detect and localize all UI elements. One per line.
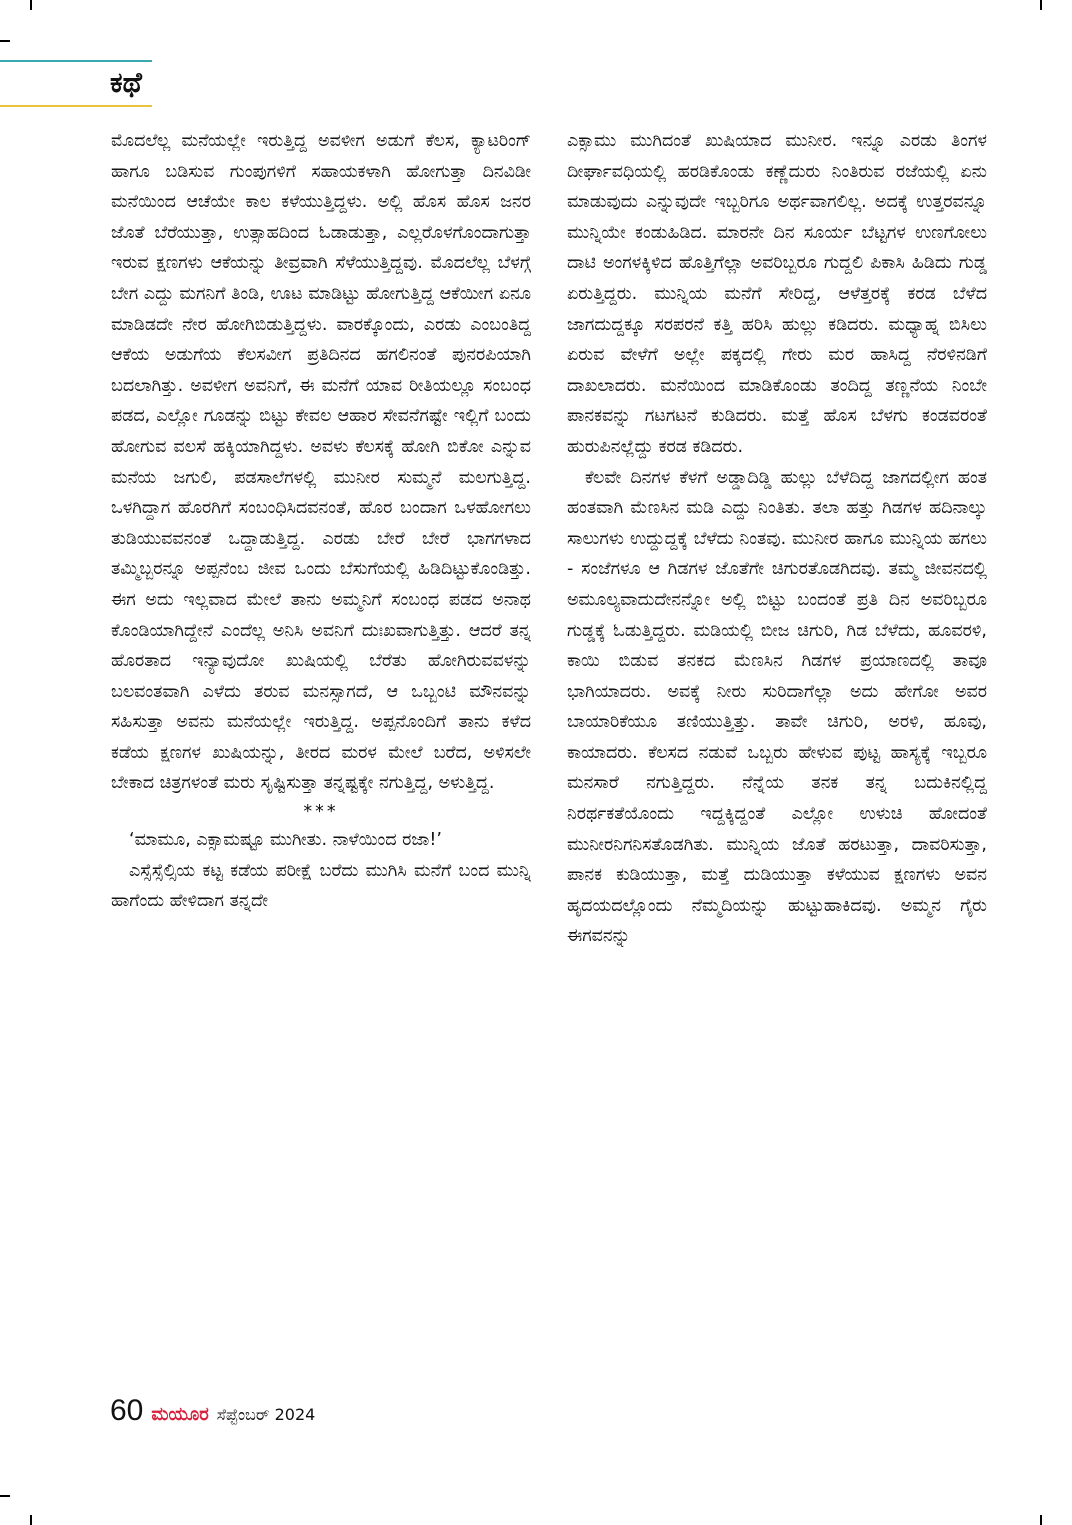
crop-mark	[1040, 0, 1042, 10]
crop-mark	[1040, 1515, 1042, 1525]
section-separator: ***	[303, 802, 339, 823]
header-rule-top	[0, 60, 152, 62]
body-paragraph: ಮೊದಲೆಲ್ಲ ಮನೆಯಲ್ಲೇ ಇರುತ್ತಿದ್ದ ಅವಳೀಗ ಅಡುಗೆ ಕೆಲಸ, ಕ್ಯಾಟರಿಂಗ್ ಹಾಗೂ ಬಡಿಸುವ ಗುಂಪುಗಳಿಗೆ ಸಹಾಯಕಳಾಗಿ ಹೋಗುತ್ತಾ ದಿನವಿಡೀ ಮನೆಯಿಂದ ಆಚೆಯೇ ಕಾಲ ಕಳೆಯುತ್ತಿದ್ದಳು. ಅಲ್ಲಿ ಹೊಸ ಹೊಸ ಜನರ ಜೊತೆ ಬೆರೆಯುತ್ತಾ, ಉತ್ಸಾಹದಿಂದ ಓಡಾಡುತ್ತಾ, ಎಲ್ಲರೊಳಗೊಂದಾಗುತ್ತಾ ಇರುವ ಕ್ಷಣಗಳು ಆಕೆಯನ್ನು ತೀವ್ರವಾಗಿ ಸೆಳೆಯುತ್ತಿದ್ದವು. ಮೊದಲೆಲ್ಲ ಬೆಳಗ್ಗೆ ಬೇಗ ಎದ್ದು ಮಗನಿಗೆ ತಿಂಡಿ, ಊಟ ಮಾಡಿಟ್ಟು ಹೋಗುತ್ತಿದ್ದ ಆಕೆಯೀಗ ಏನೂ ಮಾಡಿಡದೇ ನೇರ ಹೋಗಿಬಿಡುತ್ತಿದ್ದಳು. ವಾರಕ್ಕೊಂದು, ಎರಡು ಎಂಬಂತಿದ್ದ ಆಕೆಯ ಅಡುಗೆಯ ಕೆಲಸವೀಗ ಪ್ರತಿದಿನದ ಹಗಲಿನಂತೆ ಪುನರಪಿಯಾಗಿ ಬದಲಾಗಿತ್ತು. ಅವಳೀಗ ಅವನಿಗೆ, ಈ ಮನೆಗೆ ಯಾವ ರೀತಿಯಲ್ಲೂ ಸಂಬಂಧ ಪಡದ, ಎಲ್ಲೋ ಗೂಡನ್ನು ಬಿಟ್ಟು ಕೇವಲ ಆಹಾರ ಸೇವನೆಗಷ್ಟೇ ಇಲ್ಲಿಗೆ ಬಂದು ಹೋಗುವ ವಲಸೆ ಹಕ್ಕಿಯಾಗಿದ್ದಳು. ಅವಳು ಕೆಲಸಕ್ಕೆ ಹೋಗಿ ಬಿಕೋ ಎನ್ನುವ ಮನೆಯ ಜಗುಲಿ, ಪಡಸಾಲೆಗಳಲ್ಲಿ ಮುನೀರ ಸುಮ್ಮನೆ ಮಲಗುತ್ತಿದ್ದ. ಒಳಗಿದ್ದಾಗ ಹೊರಗಿಗೆ ಸಂಬಂಧಿಸಿದವನಂತೆ, ಹೊರ ಬಂದಾಗ ಒಳಹೋಗಲು ತುಡಿಯುವವನಂತೆ ಒದ್ದಾಡುತ್ತಿದ್ದ. ಎರಡು ಬೇರೆ ಬೇರೆ ಭಾಗಗಳಾದ ತಮ್ಮಿಬ್ಬರನ್ನೂ ಅಪ್ಪನೆಂಬ ಜೀವ ಒಂದು ಬೆಸುಗೆಯಲ್ಲಿ ಹಿಡಿದಿಟ್ಟುಕೊಂಡಿತ್ತು. ಈಗ ಅದು ಇಲ್ಲವಾದ ಮೇಲೆ ತಾನು ಅಮ್ಮನಿಗೆ ಸಂಬಂಧ ಪಡದ ಅನಾಥ ಕೊಂಡಿಯಾಗಿದ್ದೇನೆ ಎಂದೆಲ್ಲ ಅನಿಸಿ ಅವನಿಗೆ ದುಃಖವಾಗುತ್ತಿತ್ತು. ಆದರೆ ತನ್ನ ಹೊರತಾದ ಇನ್ಯಾವುದೋ ಖುಷಿಯಲ್ಲಿ ಬೆರೆತು ಹೋಗಿರುವವಳನ್ನು ಬಲವಂತವಾಗಿ ಎಳೆದು ತರುವ ಮನಸ್ಸಾಗದೆ, ಆ ಒಬ್ಬಂಟಿ ಮೌನವನ್ನು ಸಹಿಸುತ್ತಾ ಅವನು ಮನೆಯಲ್ಲೇ ಇರುತ್ತಿದ್ದ. ಅಪ್ಪನೊಂದಿಗೆ ತಾನು ಕಳೆದ ಕಡೆಯ ಕ್ಷಣಗಳ ಖುಷಿಯನ್ನು, ತೀರದ ಮರಳ ಮೇಲೆ ಬರೆದ, ಅಳಿಸಲೇ ಬೇಕಾದ ಚಿತ್ರಗಳಂತೆ ಮರು ಸೃಷ್ಟಿಸುತ್ತಾ ತನ್ನಷ್ಟಕ್ಕೇ ನಗುತ್ತಿದ್ದ, ಅಳುತ್ತಿದ್ದ.	[111, 131, 531, 794]
right-column	[567, 126, 987, 1390]
crop-mark	[30, 1515, 32, 1525]
crop-mark	[30, 0, 32, 10]
crop-mark	[0, 1495, 10, 1497]
crop-mark	[0, 40, 10, 42]
magazine-logo: ಮಯೂರ	[151, 1404, 209, 1425]
page-footer	[110, 1394, 315, 1428]
body-paragraph: ಎಸ್ಸೆಸ್ಸೆಲ್ಸಿಯ ಕಟ್ಟ ಕಡೆಯ ಪರೀಕ್ಷೆ ಬರೆದು ಮುಗಿಸಿ ಮನೆಗೆ ಬಂದ ಮುನ್ನಿ ಹಾಗೆಂದು ಹೇಳಿದಾಗ ತನ್ನದೇ	[111, 860, 531, 912]
body-paragraph: ಎಕ್ಸಾಮು ಮುಗಿದಂತೆ ಖುಷಿಯಾದ ಮುನೀರ. ಇನ್ನೂ ಎರಡು ತಿಂಗಳ ದೀರ್ಘಾವಧಿಯಲ್ಲಿ ಹರಡಿಕೊಂಡು ಕಣ್ಣೆದುರು ನಿಂತಿರುವ ರಜೆಯಲ್ಲಿ ಏನು ಮಾಡುವುದು ಎನ್ನುವುದೇ ಇಬ್ಬರಿಗೂ ಅರ್ಥವಾಗಲಿಲ್ಲ. ಅದಕ್ಕೆ ಉತ್ತರವನ್ನೂ ಮುನ್ನಿಯೇ ಕಂಡುಹಿಡಿದ. ಮಾರನೇ ದಿನ ಸೂರ್ಯ ಬೆಟ್ಟಗಳ ಉಣಗೋಲು ದಾಟಿ ಅಂಗಳಕ್ಕಿಳಿದ ಹೊತ್ತಿಗೆಲ್ಲಾ ಅವರಿಬ್ಬರೂ ಗುದ್ದಲಿ ಪಿಕಾಸಿ ಹಿಡಿದು ಗುಡ್ಡ ಏರುತ್ತಿದ್ದರು. ಮುನ್ನಿಯ ಮನೆಗೆ ಸೇರಿದ್ದ, ಆಳೆತ್ತರಕ್ಕೆ ಕರಡ ಬೆಳೆದ ಜಾಗದುದ್ದಕ್ಕೂ ಸರಪರನೆ ಕತ್ತಿ ಹರಿಸಿ ಹುಲ್ಲು ಕಡಿದರು. ಮಧ್ಯಾಹ್ನ ಬಿಸಿಲು ಏರುವ ವೇಳೆಗೆ ಅಲ್ಲೇ ಪಕ್ಕದಲ್ಲಿ ಗೇರು ಮರ ಹಾಸಿದ್ದ ನೆರಳಿನಡಿಗೆ ದಾಖಲಾದರು. ಮನೆಯಿಂದ ಮಾಡಿಕೊಂಡು ತಂದಿದ್ದ ತಣ್ಣನೆಯ ನಿಂಬೇ ಪಾನಕವನ್ನು ಗಟಗಟನೆ ಕುಡಿದರು. ಮತ್ತೆ ಹೊಸ ಬೆಳಗು ಕಂಡವರಂತೆ ಹುರುಪಿನಲ್ಲೆದ್ದು ಕರಡ ಕಡಿದರು.	[567, 131, 987, 457]
body-paragraph: ಕೆಲವೇ ದಿನಗಳ ಕೆಳಗೆ ಅಡ್ಡಾದಿಡ್ಡಿ ಹುಲ್ಲು ಬೆಳೆದಿದ್ದ ಜಾಗದಲ್ಲೀಗ ಹಂತ ಹಂತವಾಗಿ ಮೆಣಸಿನ ಮಡಿ ಎದ್ದು ನಿಂತಿತು. ತಲಾ ಹತ್ತು ಗಿಡಗಳ ಹದಿನಾಲ್ಕು ಸಾಲುಗಳು ಉದ್ದುದ್ದಕ್ಕೆ ಬೆಳೆದು ನಿಂತವು. ಮುನೀರ ಹಾಗೂ ಮುನ್ನಿಯ ಹಗಲು - ಸಂಜೆಗಳೂ ಆ ಗಿಡಗಳ ಜೊತೆಗೇ ಚಿಗುರತೊಡಗಿದವು. ತಮ್ಮ ಜೀವನದಲ್ಲಿ ಅಮೂಲ್ಯವಾದುದೇನನ್ನೋ ಅಲ್ಲಿ ಬಿಟ್ಟು ಬಂದಂತೆ ಪ್ರತಿ ದಿನ ಅವರಿಬ್ಬರೂ ಗುಡ್ಡಕ್ಕೆ ಓಡುತ್ತಿದ್ದರು. ಮಡಿಯಲ್ಲಿ ಬೀಜ ಚಿಗುರಿ, ಗಿಡ ಬೆಳೆದು, ಹೂವರಳಿ, ಕಾಯಿ ಬಿಡುವ ತನಕದ ಮೆಣಸಿನ ಗಿಡಗಳ ಪ್ರಯಾಣದಲ್ಲಿ ತಾವೂ ಭಾಗಿಯಾದರು. ಅವಕ್ಕೆ ನೀರು ಸುರಿದಾಗೆಲ್ಲಾ ಅದು ಹೇಗೋ ಅವರ ಬಾಯಾರಿಕೆಯೂ ತಣಿಯುತ್ತಿತ್ತು. ತಾವೇ ಚಿಗುರಿ, ಅರಳಿ, ಹೂವು, ಕಾಯಾದರು. ಕೆಲಸದ ನಡುವೆ ಒಬ್ಬರು ಹೇಳುವ ಪುಟ್ಟ ಹಾಸ್ಯಕ್ಕೆ ಇಬ್ಬರೂ ಮನಸಾರೆ ನಗುತ್ತಿದ್ದರು. ನೆನ್ನೆಯ ತನಕ ತನ್ನ ಬದುಕಿನಲ್ಲಿದ್ದ ನಿರರ್ಥಕತೆಯೊಂದು ಇದ್ದಕ್ಕಿದ್ದಂತೆ ಎಲ್ಲೋ ಉಳುಚಿ ಹೋದಂತೆ ಮುನೀರನಿಗನಿಸತೊಡಗಿತು. ಮುನ್ನಿಯ ಜೊತೆ ಹರಟುತ್ತಾ, ದಾವರಿಸುತ್ತಾ, ಪಾನಕ ಕುಡಿಯುತ್ತಾ, ಮತ್ತೆ ದುಡಿಯುತ್ತಾ ಕಳೆಯುವ ಕ್ಷಣಗಳು ಅವನ ಹೃದಯದಲ್ಲೊಂದು ನೆಮ್ಮದಿಯನ್ನು ಹುಟ್ಟುಹಾಕಿದವು. ಅಮ್ಮನ ಗೈರು ಈಗವನನ್ನು	[567, 467, 987, 947]
header-rule-bottom	[0, 105, 152, 107]
left-column	[111, 126, 531, 1390]
dialogue-paragraph: ‘ಮಾಮೂ, ಎಕ್ಸಾಮಷ್ಟೂ ಮುಗೀತು. ನಾಳೆಯಿಂದ ರಜಾ!’	[129, 830, 442, 851]
page-number: 60	[110, 1394, 144, 1427]
issue-date: ಸೆಪ್ಟೆಂಬರ್ 2024	[216, 1405, 316, 1424]
section-title: ಕಥೆ	[110, 66, 142, 99]
